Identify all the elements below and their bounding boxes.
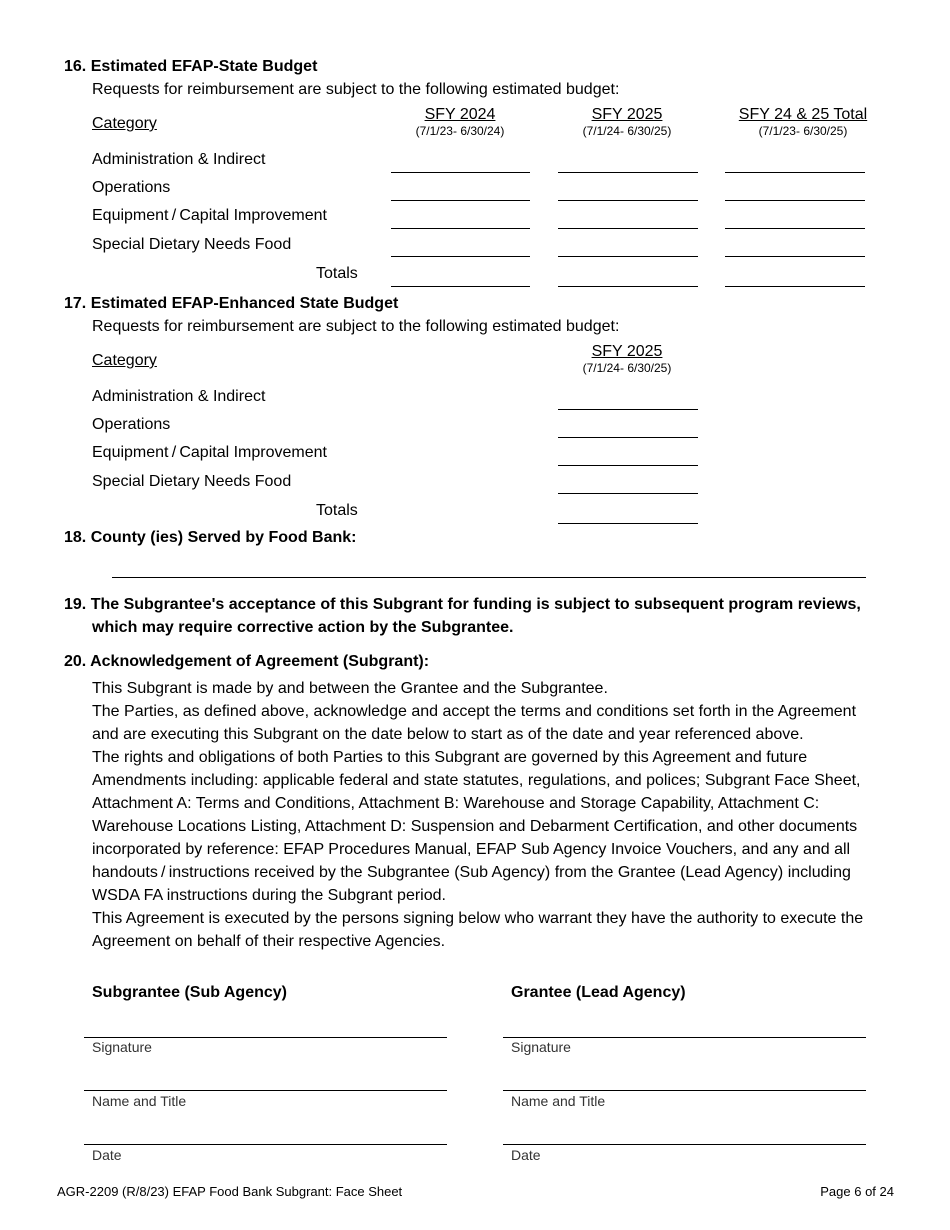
blank-line[interactable] <box>558 409 698 410</box>
section-19-line1: 19. The Subgrantee's acceptance of this Subgrant for funding is subject to subsequent program reviews, <box>64 596 861 613</box>
totals-label: Totals <box>316 502 358 519</box>
agreement-paragraph: This Agreement is executed by the persons signing below who warrant they have the authority to execute the Agreement on behalf of their respective Agencies. <box>92 910 864 950</box>
section-16-intro: Requests for reimbursement are subject to the following estimated budget: <box>92 81 620 98</box>
totals-label: Totals <box>316 265 358 282</box>
column-total <box>724 106 882 138</box>
category-header: Category <box>92 352 157 369</box>
category-header: Category <box>92 115 157 132</box>
agreement-paragraph: The Parties, as defined above, acknowledge and accept the terms and conditions set forth in the Agreement and are executing this Subgrant on the date below to start as of the date and year referenced above. <box>92 703 857 743</box>
blank-line[interactable] <box>558 437 698 438</box>
blank-line[interactable] <box>391 256 530 257</box>
grantee-name-line[interactable] <box>503 1090 866 1091</box>
grantee-signature-line[interactable] <box>503 1037 866 1038</box>
grantee-heading: Grantee (Lead Agency) <box>511 984 686 1001</box>
column-sfy2025 <box>557 343 697 375</box>
subgrantee-signature-line[interactable] <box>84 1037 447 1038</box>
blank-line[interactable] <box>558 200 698 201</box>
agreement-paragraph: This Subgrant is made by and between the Grantee and the Subgrantee. <box>92 680 608 697</box>
signature-caption: Signature <box>92 1039 152 1055</box>
totals-line[interactable] <box>558 523 698 524</box>
column-sfy2024 <box>390 106 530 138</box>
subgrantee-name-line[interactable] <box>84 1090 447 1091</box>
date-caption: Date <box>511 1147 541 1163</box>
totals-line[interactable] <box>725 286 865 287</box>
blank-line[interactable] <box>558 465 698 466</box>
column-title: SFY 2025 <box>591 343 663 360</box>
subgrantee-date-line[interactable] <box>84 1144 447 1145</box>
row-label-dietary: Special Dietary Needs Food <box>92 236 292 253</box>
footer-page-number: Page 6 of 24 <box>820 1184 894 1199</box>
agreement-paragraph: The rights and obligations of both Parties to this Subgrant are governed by this Agreement and future Amendments including: applicable federal and state statutes, regulations, and polices; Subgrant Face Sheet, Attachment A: Terms and Conditions, Attachment B: Warehouse and Storage Capability, Attachment C: Warehouse Locations Listing, Attachment D: Suspension and Debarment Certification, and other documents incorporated by reference: EFAP Procedures Manual, EFAP Sub Agency Invoice Vouchers, and any and all handouts / instructions received by the Subgrantee (Sub Agency) from the Grantee (Lead Agency) including WSDA FA instructions during the Subgrant period. <box>92 749 861 904</box>
blank-line[interactable] <box>725 256 865 257</box>
blank-line[interactable] <box>391 228 530 229</box>
blank-line[interactable] <box>558 493 698 494</box>
row-label-equipment: Equipment / Capital Improvement <box>92 207 327 224</box>
row-label-dietary: Special Dietary Needs Food <box>92 473 292 490</box>
column-title: SFY 2024 <box>424 106 496 123</box>
blank-line[interactable] <box>391 200 530 201</box>
section-19-line2: which may require corrective action by the Subgrantee. <box>92 619 514 636</box>
subgrantee-heading: Subgrantee (Sub Agency) <box>92 984 287 1001</box>
blank-line[interactable] <box>725 172 865 173</box>
name-title-caption: Name and Title <box>92 1093 187 1109</box>
row-label-equipment: Equipment / Capital Improvement <box>92 444 327 461</box>
blank-line[interactable] <box>391 172 530 173</box>
blank-line[interactable] <box>558 256 698 257</box>
blank-line[interactable] <box>725 200 865 201</box>
row-label-operations: Operations <box>92 416 171 433</box>
totals-line[interactable] <box>558 286 698 287</box>
section-18-heading: 18. County (ies) Served by Food Bank: <box>64 529 357 546</box>
signature-caption: Signature <box>511 1039 571 1055</box>
column-date-range: (7/1/24- 6/30/25) <box>582 124 672 138</box>
footer-form-id: AGR-2209 (R/8/23) EFAP Food Bank Subgrant: Face Sheet <box>57 1184 403 1199</box>
column-title: SFY 24 & 25 Total <box>738 106 868 123</box>
county-input-line[interactable] <box>112 577 866 578</box>
grantee-date-line[interactable] <box>503 1144 866 1145</box>
section-20-heading: 20. Acknowledgement of Agreement (Subgrant): <box>64 653 430 670</box>
row-label-administration: Administration & Indirect <box>92 151 266 168</box>
column-sfy2025 <box>557 106 697 138</box>
blank-line[interactable] <box>725 228 865 229</box>
blank-line[interactable] <box>558 228 698 229</box>
row-label-administration: Administration & Indirect <box>92 388 266 405</box>
totals-line[interactable] <box>391 286 530 287</box>
section-17-heading: 17. Estimated EFAP-Enhanced State Budget <box>64 295 399 312</box>
column-title: SFY 2025 <box>591 106 663 123</box>
column-date-range: (7/1/24- 6/30/25) <box>582 361 672 375</box>
column-date-range: (7/1/23- 6/30/24) <box>415 124 505 138</box>
section-17-intro: Requests for reimbursement are subject to the following estimated budget: <box>92 318 620 335</box>
date-caption: Date <box>92 1147 122 1163</box>
column-date-range: (7/1/23- 6/30/25) <box>758 124 848 138</box>
name-title-caption: Name and Title <box>511 1093 606 1109</box>
section-16-heading: 16. Estimated EFAP-State Budget <box>64 58 318 75</box>
row-label-operations: Operations <box>92 179 171 196</box>
agreement-text <box>92 677 882 953</box>
blank-line[interactable] <box>558 172 698 173</box>
